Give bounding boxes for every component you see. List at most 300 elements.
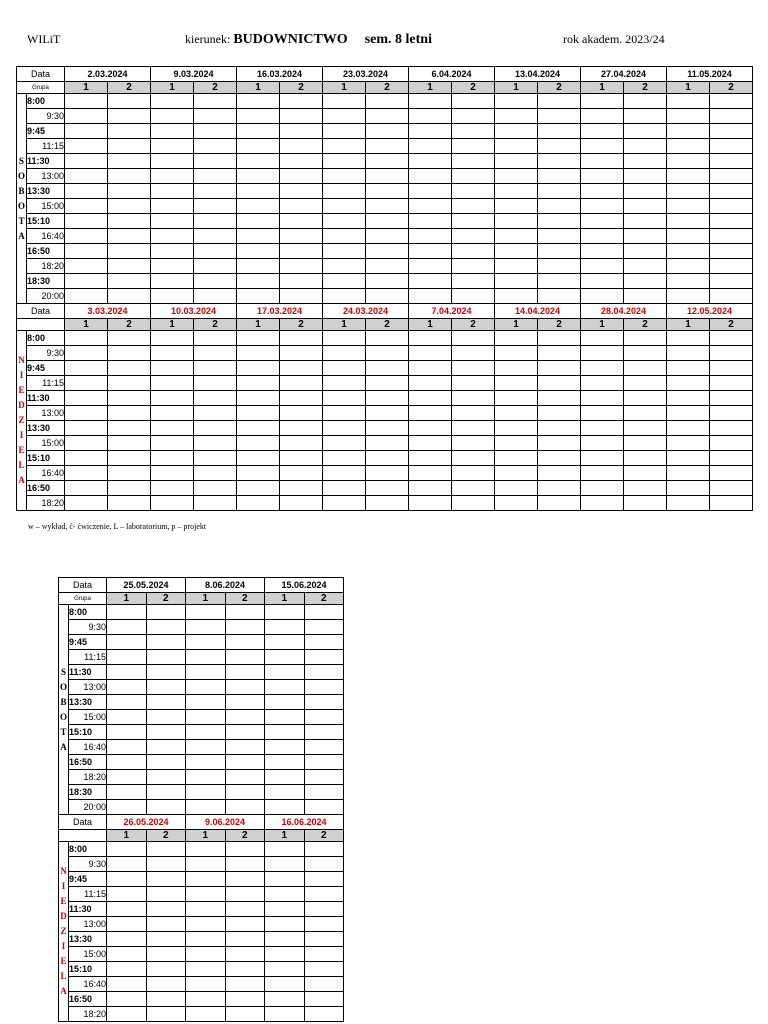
slot-cell xyxy=(186,725,226,740)
group-1: 1 xyxy=(65,82,108,94)
slot-cell xyxy=(710,346,753,361)
slot-cell xyxy=(366,184,409,199)
slot-cell xyxy=(225,740,265,755)
slot-cell xyxy=(667,184,710,199)
slot-cell xyxy=(265,887,305,902)
slot-cell xyxy=(186,650,226,665)
slot-cell xyxy=(304,785,344,800)
slot-cell xyxy=(409,496,452,511)
data-label: Data xyxy=(59,578,107,593)
slot-cell xyxy=(667,496,710,511)
slot-cell xyxy=(237,184,280,199)
slot-cell xyxy=(323,481,366,496)
slot-cell xyxy=(225,1007,265,1022)
slot-cell xyxy=(538,214,581,229)
slot-cell xyxy=(409,361,452,376)
slot-cell xyxy=(194,391,237,406)
slot-cell xyxy=(710,466,753,481)
slot-cell xyxy=(710,109,753,124)
slot-cell xyxy=(108,289,151,304)
slot-cell xyxy=(495,361,538,376)
slot-cell xyxy=(107,620,147,635)
slot-cell xyxy=(710,451,753,466)
kierunek-label: kierunek: xyxy=(185,32,231,46)
slot-cell xyxy=(186,680,226,695)
slot-cell xyxy=(107,665,147,680)
slot-cell xyxy=(108,214,151,229)
slot-cell xyxy=(624,259,667,274)
schedule-table-secondary xyxy=(58,577,344,1022)
slot-cell xyxy=(624,124,667,139)
group-2: 2 xyxy=(538,319,581,331)
slot-cell xyxy=(146,785,186,800)
slot-cell xyxy=(667,124,710,139)
slot-cell xyxy=(151,154,194,169)
slot-cell xyxy=(151,406,194,421)
group-2: 2 xyxy=(194,82,237,94)
slot-cell xyxy=(280,139,323,154)
slot-cell xyxy=(280,94,323,109)
time-label: 11:15 xyxy=(69,887,107,902)
slot-cell xyxy=(237,214,280,229)
slot-cell xyxy=(186,947,226,962)
slot-cell xyxy=(366,496,409,511)
slot-cell xyxy=(304,635,344,650)
slot-cell xyxy=(107,725,147,740)
time-label: 15:10 xyxy=(69,962,107,977)
slot-cell xyxy=(151,361,194,376)
slot-cell xyxy=(409,331,452,346)
slot-cell xyxy=(667,109,710,124)
slot-cell xyxy=(710,391,753,406)
group-2: 2 xyxy=(538,82,581,94)
group-2: 2 xyxy=(280,319,323,331)
slot-cell xyxy=(581,259,624,274)
slot-cell xyxy=(151,274,194,289)
slot-cell xyxy=(186,755,226,770)
slot-cell xyxy=(710,289,753,304)
group-2: 2 xyxy=(146,593,186,605)
slot-cell xyxy=(538,289,581,304)
slot-cell xyxy=(265,695,305,710)
group-2: 2 xyxy=(304,830,344,842)
group-1: 1 xyxy=(151,82,194,94)
slot-cell xyxy=(366,199,409,214)
slot-cell xyxy=(108,346,151,361)
slot-cell xyxy=(581,139,624,154)
slot-cell xyxy=(237,124,280,139)
slot-cell xyxy=(304,620,344,635)
slot-cell xyxy=(667,376,710,391)
slot-cell xyxy=(366,244,409,259)
slot-cell xyxy=(146,902,186,917)
slot-cell xyxy=(108,184,151,199)
slot-cell xyxy=(710,481,753,496)
slot-cell xyxy=(146,710,186,725)
slot-cell xyxy=(538,139,581,154)
slot-cell xyxy=(538,331,581,346)
time-label: 11:30 xyxy=(69,665,107,680)
slot-cell xyxy=(225,620,265,635)
slot-cell xyxy=(304,755,344,770)
slot-cell xyxy=(65,406,108,421)
group-2: 2 xyxy=(225,593,265,605)
slot-cell xyxy=(65,496,108,511)
slot-cell xyxy=(495,436,538,451)
slot-cell xyxy=(323,496,366,511)
slot-cell xyxy=(151,94,194,109)
slot-cell xyxy=(409,244,452,259)
slot-cell xyxy=(265,755,305,770)
data-label: Data xyxy=(17,67,65,82)
slot-cell xyxy=(225,770,265,785)
sun-day-label: N I E D Z I E L A xyxy=(17,331,27,511)
slot-cell xyxy=(581,154,624,169)
slot-cell xyxy=(194,199,237,214)
slot-cell xyxy=(280,451,323,466)
slot-cell xyxy=(710,361,753,376)
slot-cell xyxy=(107,857,147,872)
slot-cell xyxy=(194,406,237,421)
slot-cell xyxy=(495,199,538,214)
main-sun-date: 3.03.2024 xyxy=(65,304,151,319)
slot-cell xyxy=(495,184,538,199)
time-label: 20:00 xyxy=(69,800,107,815)
slot-cell xyxy=(186,887,226,902)
slot-cell xyxy=(581,331,624,346)
slot-cell xyxy=(107,842,147,857)
slot-cell xyxy=(304,605,344,620)
time-label: 16:50 xyxy=(69,992,107,1007)
slot-cell xyxy=(108,199,151,214)
slot-cell xyxy=(237,289,280,304)
group-1: 1 xyxy=(667,82,710,94)
group-1: 1 xyxy=(186,830,226,842)
slot-cell xyxy=(237,466,280,481)
data-label: Data xyxy=(17,304,65,319)
slot-cell xyxy=(495,124,538,139)
slot-cell xyxy=(265,800,305,815)
slot-cell xyxy=(366,169,409,184)
slot-cell xyxy=(237,376,280,391)
slot-cell xyxy=(495,244,538,259)
time-label: 9:30 xyxy=(27,346,65,361)
slot-cell xyxy=(624,436,667,451)
time-label: 13:00 xyxy=(69,917,107,932)
sat-day-label: S O B O T A xyxy=(17,94,27,304)
group-2: 2 xyxy=(452,319,495,331)
slot-cell xyxy=(237,169,280,184)
slot-cell xyxy=(495,229,538,244)
slot-cell xyxy=(366,451,409,466)
slot-cell xyxy=(194,466,237,481)
slot-cell xyxy=(452,94,495,109)
main-sun-date: 12.05.2024 xyxy=(667,304,753,319)
time-label: 16:50 xyxy=(27,244,65,259)
slot-cell xyxy=(538,421,581,436)
slot-cell xyxy=(710,199,753,214)
slot-cell xyxy=(538,481,581,496)
slot-cell xyxy=(624,391,667,406)
slot-cell xyxy=(151,214,194,229)
group-2: 2 xyxy=(366,319,409,331)
slot-cell xyxy=(151,199,194,214)
slot-cell xyxy=(304,680,344,695)
slot-cell xyxy=(581,361,624,376)
time-label: 8:00 xyxy=(27,331,65,346)
group-1: 1 xyxy=(409,319,452,331)
slot-cell xyxy=(237,199,280,214)
slot-cell xyxy=(151,139,194,154)
time-label: 13:00 xyxy=(27,169,65,184)
time-label: 13:30 xyxy=(69,932,107,947)
slot-cell xyxy=(452,346,495,361)
slot-cell xyxy=(65,391,108,406)
slot-cell xyxy=(495,154,538,169)
slot-cell xyxy=(366,259,409,274)
slot-cell xyxy=(194,94,237,109)
slot-cell xyxy=(495,406,538,421)
slot-cell xyxy=(304,710,344,725)
group-2: 2 xyxy=(108,319,151,331)
group-2: 2 xyxy=(624,319,667,331)
slot-cell xyxy=(108,154,151,169)
slot-cell xyxy=(237,109,280,124)
slot-cell xyxy=(323,109,366,124)
slot-cell xyxy=(495,259,538,274)
slot-cell xyxy=(323,289,366,304)
slot-cell xyxy=(452,154,495,169)
slot-cell xyxy=(624,109,667,124)
group-2: 2 xyxy=(280,82,323,94)
slot-cell xyxy=(280,406,323,421)
slot-cell xyxy=(366,361,409,376)
slot-cell xyxy=(280,124,323,139)
slot-cell xyxy=(65,184,108,199)
slot-cell xyxy=(667,361,710,376)
slot-cell xyxy=(366,154,409,169)
group-1: 1 xyxy=(151,319,194,331)
slot-cell xyxy=(581,169,624,184)
slot-cell xyxy=(107,962,147,977)
slot-cell xyxy=(186,977,226,992)
slot-cell xyxy=(624,184,667,199)
time-label: 15:00 xyxy=(27,436,65,451)
slot-cell xyxy=(495,274,538,289)
time-label: 9:30 xyxy=(27,109,65,124)
slot-cell xyxy=(366,481,409,496)
slot-cell xyxy=(151,346,194,361)
slot-cell xyxy=(107,680,147,695)
slot-cell xyxy=(107,977,147,992)
slot-cell xyxy=(280,391,323,406)
slot-cell xyxy=(452,481,495,496)
slot-cell xyxy=(225,785,265,800)
slot-cell xyxy=(710,331,753,346)
slot-cell xyxy=(265,680,305,695)
slot-cell xyxy=(108,331,151,346)
slot-cell xyxy=(581,346,624,361)
slot-cell xyxy=(237,259,280,274)
slot-cell xyxy=(366,109,409,124)
slot-cell xyxy=(237,451,280,466)
slot-cell xyxy=(280,496,323,511)
main-sat-date: 27.04.2024 xyxy=(581,67,667,82)
slot-cell xyxy=(538,169,581,184)
slot-cell xyxy=(710,259,753,274)
time-label: 9:45 xyxy=(27,361,65,376)
slot-cell xyxy=(280,421,323,436)
slot-cell xyxy=(538,391,581,406)
slot-cell xyxy=(265,665,305,680)
slot-cell xyxy=(265,947,305,962)
slot-cell xyxy=(304,770,344,785)
slot-cell xyxy=(323,421,366,436)
slot-cell xyxy=(186,665,226,680)
slot-cell xyxy=(624,331,667,346)
time-label: 8:00 xyxy=(69,605,107,620)
grupa-label xyxy=(17,319,65,331)
main-sun-date: 24.03.2024 xyxy=(323,304,409,319)
slot-cell xyxy=(323,406,366,421)
slot-cell xyxy=(146,887,186,902)
slot-cell xyxy=(538,274,581,289)
slot-cell xyxy=(186,605,226,620)
slot-cell xyxy=(107,605,147,620)
slot-cell xyxy=(495,94,538,109)
slot-cell xyxy=(304,842,344,857)
slot-cell xyxy=(323,244,366,259)
main-sat-date: 2.03.2024 xyxy=(65,67,151,82)
slot-cell xyxy=(366,289,409,304)
time-label: 13:00 xyxy=(27,406,65,421)
slot-cell xyxy=(107,902,147,917)
slot-cell xyxy=(265,857,305,872)
slot-cell xyxy=(304,725,344,740)
slot-cell xyxy=(304,887,344,902)
slot-cell xyxy=(667,481,710,496)
slot-cell xyxy=(265,917,305,932)
slot-cell xyxy=(108,124,151,139)
slot-cell xyxy=(186,785,226,800)
slot-cell xyxy=(710,274,753,289)
slot-cell xyxy=(710,496,753,511)
slot-cell xyxy=(280,244,323,259)
slot-cell xyxy=(186,962,226,977)
slot-cell xyxy=(495,139,538,154)
slot-cell xyxy=(225,710,265,725)
slot-cell xyxy=(280,289,323,304)
slot-cell xyxy=(146,1007,186,1022)
slot-cell xyxy=(107,917,147,932)
slot-cell xyxy=(107,650,147,665)
slot-cell xyxy=(186,710,226,725)
time-label: 20:00 xyxy=(27,289,65,304)
time-label: 13:00 xyxy=(69,680,107,695)
kierunek-line xyxy=(185,32,432,48)
time-label: 16:50 xyxy=(27,481,65,496)
slot-cell xyxy=(194,481,237,496)
slot-cell xyxy=(323,154,366,169)
slot-cell xyxy=(186,842,226,857)
slot-cell xyxy=(667,244,710,259)
slot-cell xyxy=(237,346,280,361)
slot-cell xyxy=(146,755,186,770)
slot-cell xyxy=(624,406,667,421)
slot-cell xyxy=(581,124,624,139)
slot-cell xyxy=(710,184,753,199)
time-label: 15:00 xyxy=(69,710,107,725)
slot-cell xyxy=(409,109,452,124)
slot-cell xyxy=(280,466,323,481)
time-label: 15:00 xyxy=(27,199,65,214)
slot-cell xyxy=(146,680,186,695)
slot-cell xyxy=(581,421,624,436)
slot-cell xyxy=(495,496,538,511)
slot-cell xyxy=(194,214,237,229)
slot-cell xyxy=(667,391,710,406)
slot-cell xyxy=(194,109,237,124)
time-label: 15:10 xyxy=(27,451,65,466)
slot-cell xyxy=(225,917,265,932)
slot-cell xyxy=(280,199,323,214)
slot-cell xyxy=(581,436,624,451)
slot-cell xyxy=(710,421,753,436)
slot-cell xyxy=(304,977,344,992)
time-label: 15:00 xyxy=(69,947,107,962)
semester: sem. 8 letni xyxy=(364,32,432,47)
slot-cell xyxy=(108,481,151,496)
slot-cell xyxy=(108,94,151,109)
group-1: 1 xyxy=(667,319,710,331)
slot-cell xyxy=(186,1007,226,1022)
slot-cell xyxy=(225,842,265,857)
time-label: 16:50 xyxy=(69,755,107,770)
slot-cell xyxy=(280,481,323,496)
slot-cell xyxy=(194,361,237,376)
slot-cell xyxy=(237,406,280,421)
slot-cell xyxy=(710,139,753,154)
slot-cell xyxy=(624,451,667,466)
slot-cell xyxy=(538,406,581,421)
slot-cell xyxy=(452,451,495,466)
slot-cell xyxy=(409,289,452,304)
slot-cell xyxy=(146,842,186,857)
slot-cell xyxy=(225,725,265,740)
grupa-label: Grupa xyxy=(17,82,65,94)
slot-cell xyxy=(624,244,667,259)
slot-cell xyxy=(108,109,151,124)
slot-cell xyxy=(624,154,667,169)
data-label: Data xyxy=(59,815,107,830)
slot-cell xyxy=(667,289,710,304)
slot-cell xyxy=(323,346,366,361)
time-label: 9:45 xyxy=(69,872,107,887)
slot-cell xyxy=(237,229,280,244)
slot-cell xyxy=(667,214,710,229)
slot-cell xyxy=(265,962,305,977)
slot-cell xyxy=(624,274,667,289)
main-sun-date: 7.04.2024 xyxy=(409,304,495,319)
slot-cell xyxy=(710,124,753,139)
slot-cell xyxy=(538,361,581,376)
slot-cell xyxy=(146,635,186,650)
time-label: 11:30 xyxy=(27,391,65,406)
group-2: 2 xyxy=(194,319,237,331)
slot-cell xyxy=(146,872,186,887)
slot-cell xyxy=(409,421,452,436)
main-sun-date: 28.04.2024 xyxy=(581,304,667,319)
